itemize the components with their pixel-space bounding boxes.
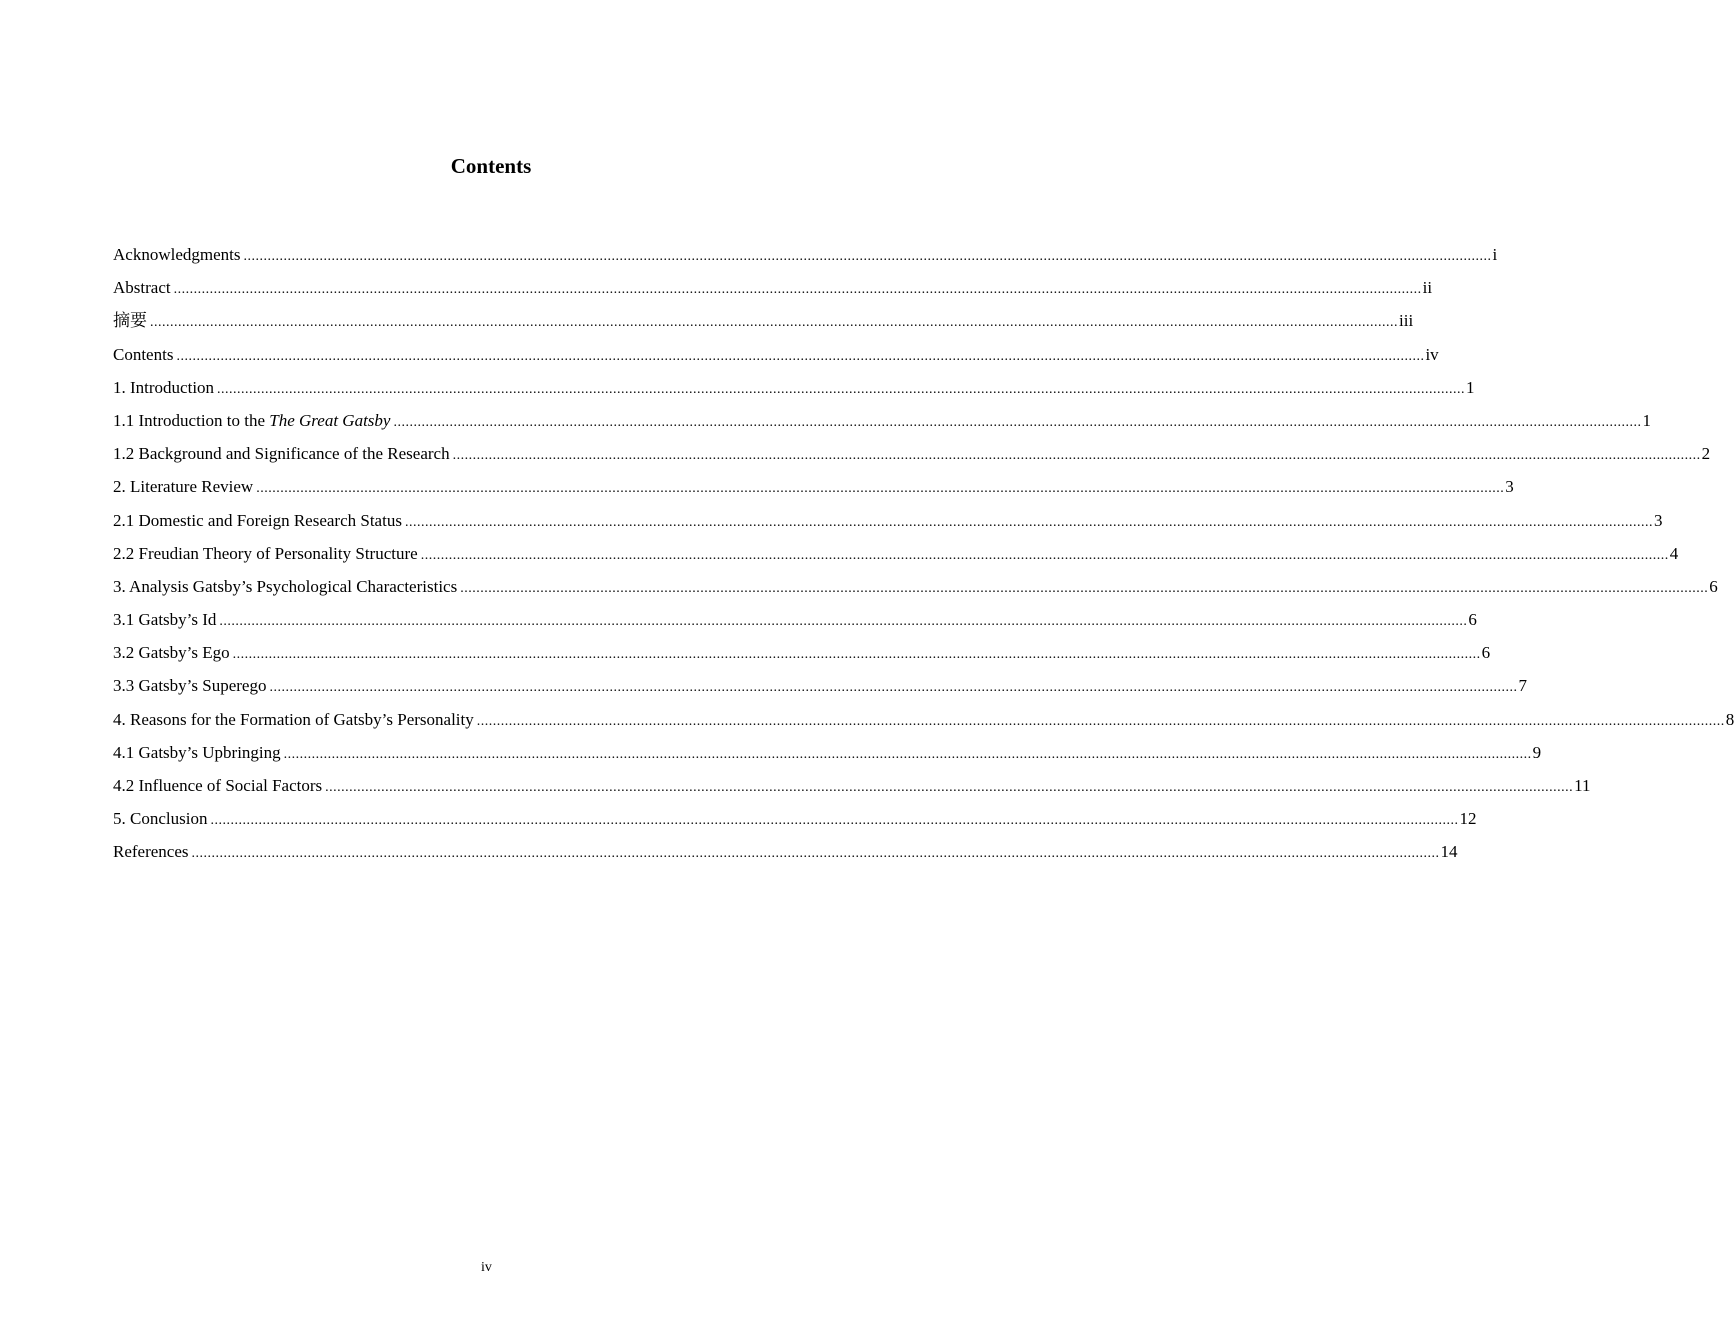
- toc-entry-social-factors[interactable]: [113, 769, 1591, 802]
- toc-entry-label: 4. Reasons for the Formation of Gatsby’s Personality: [113, 709, 474, 729]
- toc-entry-page-number: 6: [1481, 643, 1491, 663]
- toc-entry-research-status[interactable]: [113, 504, 1663, 537]
- toc-entry-label: 3.3 Gatsby’s Superego: [113, 676, 267, 696]
- toc-entry-page-number: iv: [1425, 344, 1439, 364]
- dot-leader: ........................................................................................................................................................................................................................................................................................................................: [460, 580, 1709, 596]
- toc-entry-page-number: 12: [1459, 809, 1477, 829]
- toc-entry-gatsbys-superego[interactable]: [113, 669, 1527, 702]
- toc-entry-page-number: iii: [1399, 311, 1414, 331]
- dot-leader: ........................................................................................................................................................................................................................................................................................................................: [210, 813, 1459, 829]
- toc-entry-label: 2. Literature Review: [113, 477, 254, 497]
- dot-leader: ........................................................................................................................................................................................................................................................................................................................: [393, 414, 1642, 430]
- dot-leader: ........................................................................................................................................................................................................................................................................................................................: [176, 348, 1425, 364]
- dot-leader: ........................................................................................................................................................................................................................................................................................................................: [191, 846, 1440, 862]
- toc-entry-conclusion[interactable]: [113, 802, 1477, 835]
- dot-leader: ........................................................................................................................................................................................................................................................................................................................: [404, 514, 1653, 530]
- toc-entry-acknowledgments[interactable]: [113, 238, 1498, 271]
- toc-entry-page-number: i: [1492, 245, 1498, 264]
- toc-entry-chinese-abstract[interactable]: [113, 304, 1414, 337]
- toc-entry-page-number: 1: [1642, 410, 1651, 430]
- toc-entry-literature-review[interactable]: [113, 470, 1514, 503]
- toc-entry-page-number: 3: [1653, 510, 1663, 530]
- toc-entry-psychological-characteristics[interactable]: [113, 570, 1718, 603]
- toc-entry-abstract[interactable]: [113, 271, 1433, 304]
- toc-entry-label: 4.1 Gatsby’s Upbringing: [113, 742, 281, 762]
- page-title: Contents: [450, 154, 532, 178]
- toc-entry-label: [113, 404, 390, 437]
- dot-leader: ........................................................................................................................................................................................................................................................................................................................: [452, 448, 1701, 464]
- toc-entry-label: 摘要: [113, 311, 147, 331]
- toc-entry-label-prefix: 1.1 Introduction to the: [113, 410, 270, 430]
- toc-entry-gatsbys-upbringing[interactable]: [113, 736, 1542, 769]
- toc-entry-page-number: 2: [1701, 444, 1711, 464]
- toc-entry-page-number: 3: [1505, 477, 1514, 497]
- toc-entry-page-number: 9: [1532, 742, 1542, 762]
- toc-entry-page-number: ii: [1422, 278, 1433, 298]
- dot-leader: ........................................................................................................................................................................................................................................................................................................................: [256, 481, 1505, 497]
- toc-entry-label-book-title: The Great Gatsby: [269, 410, 391, 430]
- toc-entry-page-number: 6: [1468, 610, 1477, 630]
- toc-entry-page-number: 14: [1440, 842, 1458, 862]
- toc-entry-label: References: [113, 842, 189, 862]
- toc-entry-page-number: 4: [1669, 543, 1679, 563]
- footer-page-number: iv: [481, 1260, 492, 1275]
- toc-entry-label: 1. Introduction: [113, 377, 215, 397]
- dot-leader: ........................................................................................................................................................................................................................................................................................................................: [269, 680, 1518, 696]
- toc-entry-freudian-theory[interactable]: [113, 537, 1679, 570]
- toc-entry-contents[interactable]: [113, 338, 1439, 371]
- toc-entry-page-number: 8: [1725, 709, 1734, 729]
- dot-leader: ........................................................................................................................................................................................................................................................................................................................: [420, 547, 1669, 563]
- dot-leader: ........................................................................................................................................................................................................................................................................................................................: [283, 746, 1532, 762]
- toc-entry-label: Abstract: [113, 278, 171, 298]
- toc-entry-label: 2.1 Domestic and Foreign Research Status: [113, 510, 402, 530]
- toc-entry-introduction[interactable]: [113, 371, 1475, 404]
- toc-entry-page-number: 1: [1466, 377, 1475, 397]
- toc-entry-label: 4.2 Influence of Social Factors: [113, 776, 323, 795]
- toc-entry-page-number: 11: [1574, 776, 1591, 795]
- toc-entry-label: 1.2 Background and Significance of the Research: [113, 444, 450, 464]
- toc-entry-page-number: 6: [1709, 576, 1718, 596]
- dot-leader: ........................................................................................................................................................................................................................................................................................................................: [232, 647, 1481, 663]
- toc-entry-label: 3.1 Gatsby’s Id: [113, 610, 217, 630]
- toc-entry-gatsbys-ego[interactable]: [113, 636, 1491, 669]
- dot-leader: ........................................................................................................................................................................................................................................................................................................................: [243, 249, 1492, 264]
- toc-entry-label: Contents: [113, 344, 174, 364]
- toc-entry-label: 2.2 Freudian Theory of Personality Structure: [113, 543, 418, 563]
- toc-entry-label: 3. Analysis Gatsby’s Psychological Characteristics: [113, 576, 458, 596]
- toc-entry-background-and-significance[interactable]: [113, 437, 1711, 470]
- dot-leader: ........................................................................................................................................................................................................................................................................................................................: [325, 780, 1574, 795]
- dot-leader: ........................................................................................................................................................................................................................................................................................................................: [173, 282, 1422, 298]
- toc-entry-page-number: 7: [1518, 676, 1527, 696]
- table-of-contents: [113, 238, 1734, 869]
- toc-entry-gatsbys-id[interactable]: [113, 603, 1477, 636]
- toc-entry-label: 3.2 Gatsby’s Ego: [113, 643, 230, 663]
- dot-leader: ........................................................................................................................................................................................................................................................................................................................: [219, 614, 1468, 630]
- toc-entry-reasons-for-formation[interactable]: [113, 703, 1734, 736]
- dot-leader: ........................................................................................................................................................................................................................................................................................................................: [217, 381, 1466, 397]
- toc-entry-label: 5. Conclusion: [113, 809, 208, 829]
- dot-leader: ........................................................................................................................................................................................................................................................................................................................: [150, 315, 1398, 331]
- toc-entry-label: Acknowledgments: [113, 245, 241, 264]
- toc-entry-introduction-to-great-gatsby[interactable]: [113, 404, 1651, 437]
- dot-leader: ........................................................................................................................................................................................................................................................................................................................: [476, 713, 1725, 729]
- toc-entry-references[interactable]: [113, 835, 1458, 868]
